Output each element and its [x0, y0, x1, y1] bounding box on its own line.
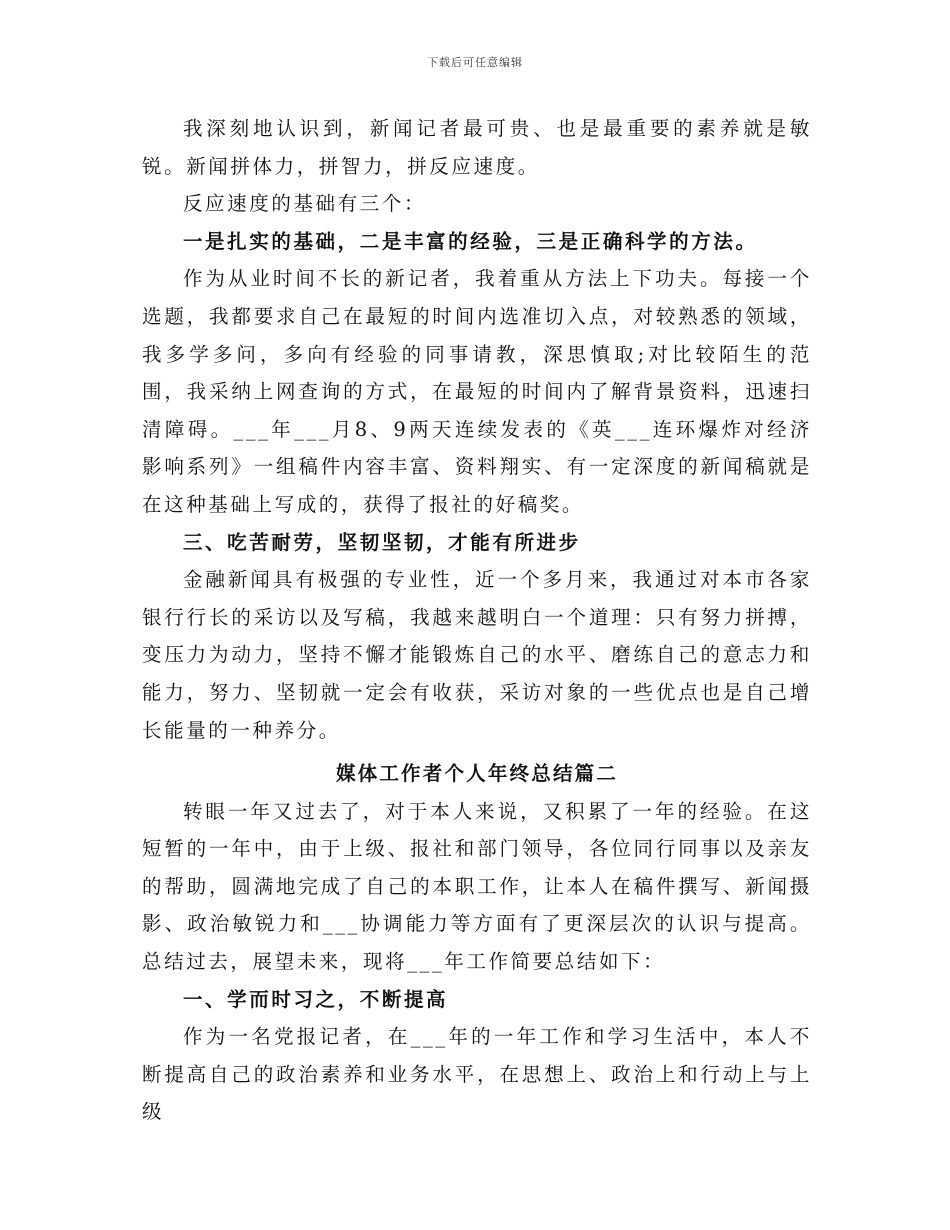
paragraph: 转眼一年又过去了，对于本人来说，又积累了一年的经验。在这短暂的一年中，由于上级、报社和部门领导，各位同行同事以及亲友的帮助，圆满地完成了自己的本职工作，让本人在稿件撰写、新闻摄影、政治敏锐力和___协调能力等方面有了更深层次的认识与提高。总结过去，展望未来，现将___年工作简要总结如下：	[142, 799, 812, 974]
paragraph: 反应速度的基础有三个：	[182, 192, 427, 216]
bold-heading: 一是扎实的基础，二是丰富的经验，三是正确科学的方法。	[182, 229, 758, 253]
paragraph: 作为一名党报记者，在___年的一年工作和学习生活中，本人不断提高自己的政治素养和业务水平，在思想上、政治上和行动上与上级	[142, 1025, 812, 1124]
paragraph: 作为从业时间不长的新记者，我着重从方法上下功夫。每接一个选题，我都要求自己在最短的时间内选准切入点，对较熟悉的领域，我多学多问，多向有经验的同事请教，深思慎取;对比较陌生的范围，我采纳上网查询的方式，在最短的时间内了解背景资料，迅速扫清障碍。___年___月8、9两天连续发表的《英___连环爆炸对经济影响系列》一组稿件内容丰富、资料翔实、有一定深度的新闻稿就是在这种基础上写成的，获得了报社的好稿奖。	[142, 267, 812, 516]
page-header: 下载后可任意编辑	[427, 56, 523, 69]
paragraph: 金融新闻具有极强的专业性，近一个多月来，我通过对本市各家银行行长的采访以及写稿，我越来越明白一个道理：只有努力拼搏，变压力为动力，坚持不懈才能锻炼自己的水平、磨练自己的意志力和能力，努力、坚韧就一定会有收获，采访对象的一些优点也是自己增长能量的一种养分。	[142, 568, 812, 742]
section-heading: 一、学而时习之，不断提高	[182, 987, 449, 1011]
article-title: 媒体工作者个人年终总结篇二	[335, 762, 619, 786]
paragraph: 我深刻地认识到，新闻记者最可贵、也是最重要的素养就是敏锐。新闻拼体力，拼智力，拼反应速度。	[142, 117, 812, 178]
section-heading: 三、吃苦耐劳，坚韧坚韧，才能有所进步	[182, 530, 581, 554]
document-body	[142, 110, 812, 1131]
